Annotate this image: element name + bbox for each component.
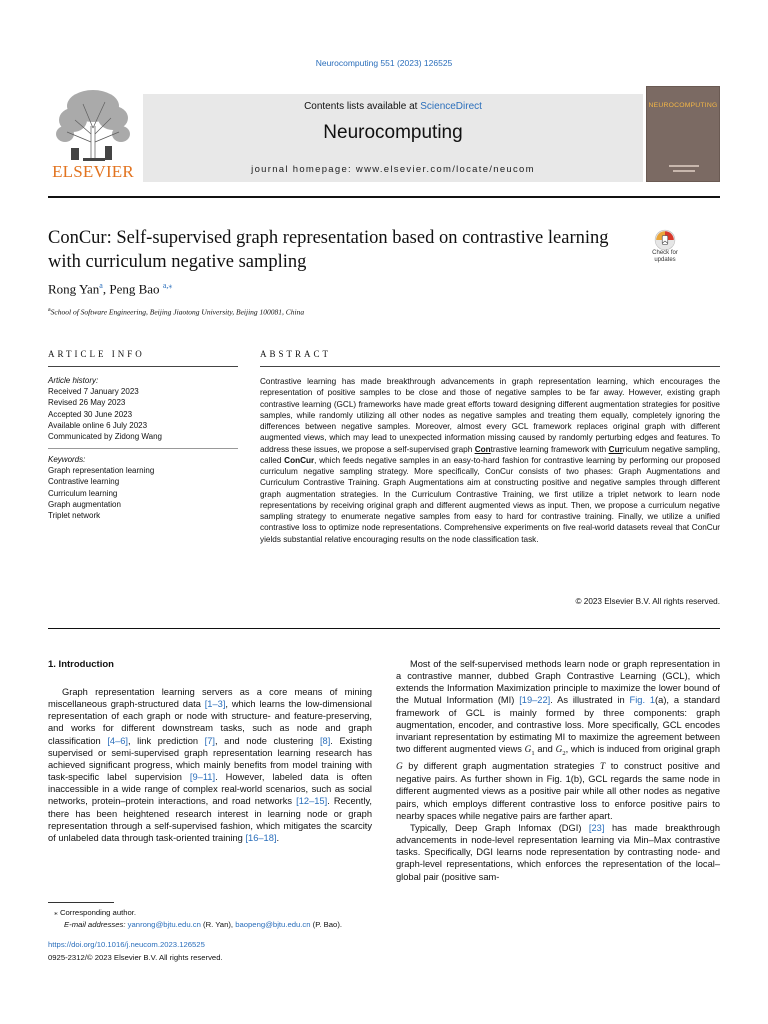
text-run: , which is induced from original graph — [565, 744, 720, 755]
intro-right-column — [396, 658, 720, 883]
citation-link[interactable]: [8] — [319, 735, 331, 746]
intro-left-column — [48, 686, 372, 844]
text-run: to construct positive and negative pairs. As further shown in Fig. 1(b), GCL regards the same node in different augmented views as a positive pair while all other nodes as negative pairs, which employs different contrastive loss to enforce positive pairs to nearby spaces while negative pairs are farther apart. — [396, 761, 721, 821]
affiliation-sup: a — [48, 307, 51, 313]
affiliation-marker[interactable]: a — [99, 281, 103, 290]
affiliation — [48, 307, 304, 317]
keywords — [48, 454, 238, 521]
elsevier-logo[interactable] — [48, 86, 138, 182]
keyword-item: Contrastive learning — [48, 477, 120, 487]
abstract-end-rule — [48, 628, 720, 629]
keyword-item: Graph representation learning — [48, 466, 155, 476]
abstract-text-part: , which feeds negative samples in an easy-to-hard fashion for contrastive learning by performing our proposed curriculum negative sampling strategy. More specifically, ConCur consists of two phases: Graph Augmentations and Curriculum Contrastive Training. Graph Augmentations aim at constructing positive and negative samples through different graph augmentation strategies. In the Curriculum Contrastive Training, we first utilize a triplet network to learn node representations by receiving original graph and different augmented views as input. Then, we propose a curriculum negative sampling strategy to enumerate negative samples from easy to hard for contrastive training. Finally, we utilize a unified contrastive loss to optimize node representations. Comprehensive experiments on five real-world datasets reveal that ConCur yields substantial relative encouraging results on the node classification task. — [260, 455, 720, 544]
citation-link[interactable]: [23] — [588, 822, 605, 833]
history-item: Received 7 January 2023 — [48, 387, 139, 397]
journal-header — [48, 86, 720, 182]
article-info-heading: ARTICLE INFO — [48, 349, 145, 359]
affiliation-text: School of Software Engineering, Beijing Jiaotong University, Beijing 100081, China — [50, 307, 305, 317]
elsevier-wordmark: ELSEVIER — [52, 162, 134, 181]
contents-prefix: Contents lists available at — [304, 101, 421, 112]
abstract-heading: ABSTRACT — [260, 349, 332, 359]
doi-link[interactable]: https://doi.org/10.1016/j.neucom.2023.126525 — [48, 940, 205, 949]
citation-link[interactable]: [9–11] — [189, 772, 216, 783]
email-label: E-mail addresses: — [64, 920, 128, 929]
text-run: , link prediction — [128, 735, 205, 746]
citation-link[interactable]: [7] — [204, 735, 215, 746]
math-symbol — [556, 745, 566, 755]
history-item: Revised 26 May 2023 — [48, 398, 126, 408]
abstract-emphasis: ConCur — [284, 455, 315, 465]
email-link[interactable]: yanrong@bjtu.edu.cn — [127, 920, 201, 929]
cover-decoration — [669, 165, 699, 167]
elsevier-tree-icon — [53, 86, 133, 162]
section-heading: 1. Introduction — [48, 659, 114, 670]
citation-link[interactable]: [1–3] — [204, 699, 226, 710]
crossmark-label-line: updates — [654, 257, 676, 263]
email-note — [64, 919, 342, 931]
math-var: G — [555, 745, 563, 756]
abstract-emphasis: Cur — [608, 444, 623, 454]
article-title: ConCur: Self-supervised graph representation based on contrastive learning with curriculum negative sampling — [48, 228, 609, 272]
email-owner: (P. Bao). — [310, 920, 343, 929]
email-owner: (R. Yan), — [200, 920, 236, 929]
abstract-emphasis: Con — [474, 444, 491, 454]
journal-cover-image[interactable] — [646, 86, 720, 182]
abstract-copyright: © 2023 Elsevier B.V. All rights reserved. — [575, 597, 720, 606]
text-run: and — [534, 744, 556, 755]
text-run: . — [276, 832, 280, 843]
author-list: Rong Yan$^a$, Peng Bao $^{a,⁎}$ — [48, 281, 173, 297]
info-divider — [48, 448, 238, 449]
sciencedirect-link[interactable]: ScienceDirect — [420, 101, 482, 112]
citation-link[interactable]: [16–18] — [245, 832, 277, 843]
article-history — [48, 375, 238, 442]
text-run: . However, labeled data is often inaccessible in a wide range of complex real-world scenarios, such as social networks, protein–protein interactions, and road networks — [48, 772, 372, 807]
math-symbol — [525, 745, 535, 755]
math-var: G — [396, 762, 403, 773]
journal-homepage-link[interactable]: journal homepage: www.elsevier.com/locate/neucom — [251, 164, 535, 175]
history-label: Article history: — [48, 376, 99, 385]
text-run: by different graph augmentation strategies — [402, 761, 600, 772]
email-link[interactable]: baopeng@bjtu.edu.cn — [235, 920, 311, 929]
paragraph — [396, 658, 720, 822]
math-sub: 2 — [562, 749, 566, 757]
citation-link[interactable]: [4–6] — [107, 735, 128, 746]
text-run: Most of the self-supervised methods learn node or graph representation in a contrastive manner, dubbed Graph Contrastive Learning (GCL), which extends the Information Maximization principle to maximize the lower bound of the Mutual Information (MI) — [396, 659, 720, 706]
paragraph — [48, 686, 372, 844]
article-info-rule — [48, 366, 238, 367]
abstract-text-part: trastive learning framework with — [490, 444, 609, 454]
text-run: , which learns the low-dimensional representation of each graph or node with structure- and feature-preserving, and works for different downstream tasks, such as node and graph classification — [48, 699, 372, 746]
paragraph — [396, 822, 720, 883]
header-rule — [48, 196, 720, 198]
citation-link[interactable]: [19–22] — [519, 695, 551, 706]
abstract-body — [260, 376, 720, 545]
affiliation-marker[interactable]: a,⁎ — [162, 281, 173, 290]
citation-link[interactable]: [12–15] — [296, 796, 328, 807]
text-run: Graph representation learning servers as a core means of mining miscellaneous graph-structured data — [48, 687, 372, 710]
history-item: Communicated by Zidong Wang — [48, 432, 162, 442]
history-item: Available online 6 July 2023 — [48, 420, 148, 430]
contents-line — [143, 101, 643, 112]
text-run: has made breakthrough advancements in node-level representation learning via Min–Max contrastive tasks. Specifically, DGI learns node representation by contrasting node- and graph-level representations, which enforces the representation of the local–global pair (positive sam- — [396, 822, 720, 882]
keyword-item: Triplet network — [48, 511, 101, 521]
issn-copyright: 0925-2312/© 2023 Elsevier B.V. All rights reserved. — [48, 953, 223, 962]
author-name[interactable]: Peng Bao — [109, 281, 160, 297]
keywords-label: Keywords: — [48, 455, 86, 464]
journal-info-box — [143, 94, 643, 182]
history-item: Accepted 30 June 2023 — [48, 409, 133, 419]
author-name[interactable]: Rong Yan — [48, 281, 100, 297]
journal-title: Neurocomputing — [323, 122, 463, 143]
footnote-rule — [48, 902, 114, 903]
text-run: (a), a standard framework of GCL is mainly formed by three components: graph augmentation, encoder, and contrastive loss. More specifically, GCL encodes invariant representation by estimating MI to maximize the agreement between two different augmented views — [396, 695, 721, 755]
abstract-text-part: Contrastive learning has made breakthrough advancements in graph representation learning, which encourages the representation of positive samples to be close and those of negative samples to be far away. However, existing graph contrastive learning (GCL) frameworks have made great efforts toward designing different augmentation strategies for positive samples, while randomly utilizing all other nodes as negative samples and treating them equally, completely ignoring the differences between negative samples. Moreover, almost every GCL framework replaces original graph with different augmented views, which may lead to unexpected information missing caused by randomly perturbing edges and features. To address these issues, we propose a self-supervised graph — [260, 377, 720, 454]
crossmark-icon[interactable] — [654, 229, 676, 251]
text-run: Typically, Deep Graph Infomax (DGI) — [410, 822, 589, 833]
text-run: . As illustrated in — [550, 695, 630, 706]
text-run: , and node clustering — [214, 735, 320, 746]
crossmark-label[interactable] — [641, 250, 689, 264]
cover-decoration — [673, 170, 695, 172]
math-sub: 1 — [531, 749, 535, 757]
keyword-item: Curriculum learning — [48, 488, 118, 498]
abstract-text-part: riculum negative sampling, called — [260, 444, 721, 465]
abstract-rule — [260, 366, 720, 367]
cover-title: NEUROCOMPUTING — [648, 102, 718, 109]
text-run: . Recently, there has been heightened research interest in learning node or graph representation through a self-supervised fashion, which mitigates the scarcity of unlabeled data through task-oriented training — [48, 796, 372, 843]
figure-link[interactable]: Fig. 1 — [629, 695, 656, 706]
crossmark-label-line: Check for — [652, 250, 678, 256]
corresponding-author-note: ⁎ Corresponding author. — [54, 908, 137, 917]
keyword-item: Graph augmentation — [48, 499, 121, 509]
journal-citation-link[interactable]: Neurocomputing 551 (2023) 126525 — [315, 58, 453, 68]
text-run: . Existing supervised or semi-supervised graph representation learning research has achieved significant progress, which mainly benefits from model training with task-specific label supervision — [48, 735, 373, 783]
math-var: T — [599, 762, 606, 773]
math-var: G — [524, 745, 532, 756]
